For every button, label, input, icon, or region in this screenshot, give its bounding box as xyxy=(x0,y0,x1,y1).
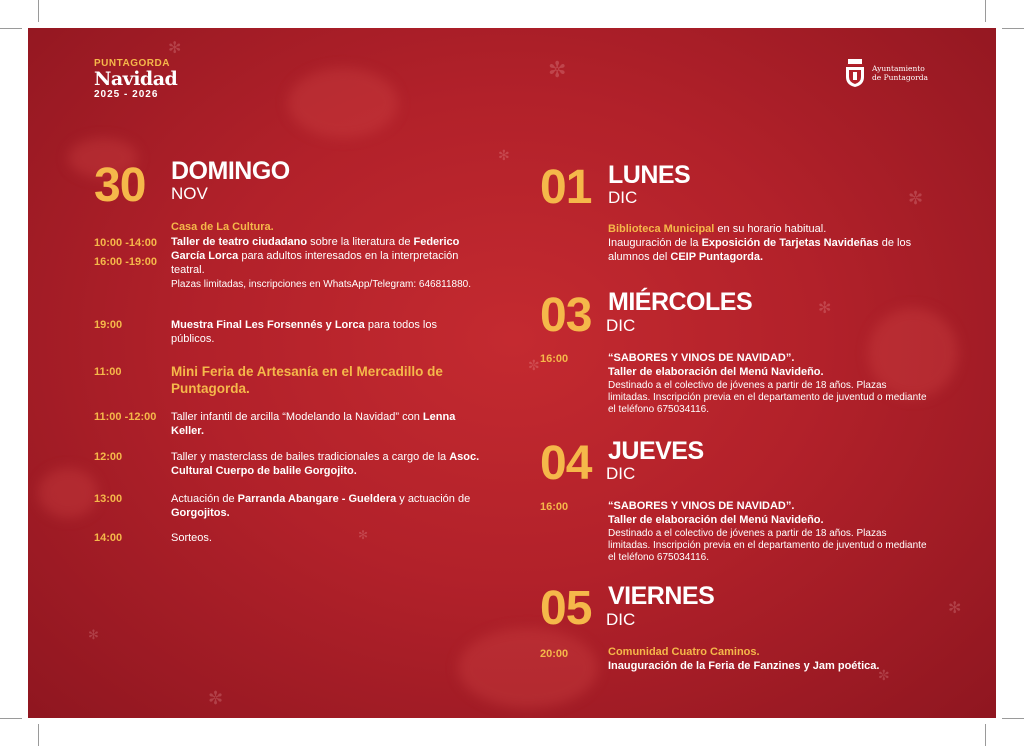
snowflake-icon: ✻ xyxy=(358,528,369,542)
event-time: 11:00 -12:00 xyxy=(94,411,157,423)
snowflake-icon: ✼ xyxy=(548,58,567,83)
snowflake-icon: ✻ xyxy=(948,598,962,617)
event-description: Taller y masterclass de bailes tradicionales a cargo de la Asoc. Cultural Cuerpo de balile Gorgojito. xyxy=(171,451,480,477)
coat-of-arms-icon xyxy=(844,58,866,88)
bg-bokeh xyxy=(288,68,398,138)
crop-mark xyxy=(1002,718,1024,719)
logo-line-1: Ayuntamiento xyxy=(872,64,925,73)
crop-mark xyxy=(0,28,22,29)
month-label: DIC xyxy=(606,610,636,629)
day-name: DOMINGO xyxy=(171,157,290,185)
bg-bokeh xyxy=(38,468,98,518)
event-venue: Casa de La Cultura. xyxy=(171,221,274,233)
day-number: 05 xyxy=(540,582,592,635)
snowflake-icon: ✻ xyxy=(168,38,182,57)
event-description: Sorteos. xyxy=(171,532,212,544)
event-time: 14:00 xyxy=(94,532,123,544)
event-note: Plazas limitadas, inscripciones en WhatsApp/Telegram: 646811880. xyxy=(171,279,471,290)
event-time: 19:00 xyxy=(94,319,123,331)
crop-mark xyxy=(985,0,986,22)
event-description: “SABORES Y VINOS DE NAVIDAD”. Taller de elaboración del Menú Navideño. xyxy=(608,352,824,378)
event-note: Destinado a el colectivo de jóvenes a partir de 18 años. Plazas limitadas. Inscripción previa en el departamento de juventud o mediante el teléfono 675034116. xyxy=(608,380,927,415)
event-description: Comunidad Cuatro Caminos. Inauguración de la Feria de Fanzines y Jam poética. xyxy=(608,646,880,672)
snowflake-icon: ✼ xyxy=(528,358,540,374)
crop-mark xyxy=(1002,28,1024,29)
snowflake-icon: ✻ xyxy=(498,148,510,164)
event-time: 20:00 xyxy=(540,648,569,660)
event-time: 16:00 xyxy=(540,353,569,365)
crop-mark xyxy=(38,0,39,22)
brand-title: Navidad xyxy=(94,68,178,90)
month-label: DIC xyxy=(608,188,638,207)
municipality-logo xyxy=(844,58,928,88)
brand-town: PUNTAGORDA xyxy=(94,58,170,69)
crop-mark xyxy=(985,724,986,746)
event-time: 16:00 -19:00 xyxy=(94,256,157,268)
day-name: LUNES xyxy=(608,161,691,189)
snowflake-icon: ✼ xyxy=(908,188,924,209)
crop-mark xyxy=(38,724,39,746)
event-time: 10:00 -14:00 xyxy=(94,237,157,249)
brand-year: 2025 - 2026 xyxy=(94,89,159,100)
event-description: “SABORES Y VINOS DE NAVIDAD”. Taller de elaboración del Menú Navideño. xyxy=(608,500,824,526)
flyer-sheet xyxy=(28,28,996,718)
snowflake-icon: ✻ xyxy=(818,298,832,317)
event-description: Actuación de Parranda Abangare - Gueldera y actuación de Gorgojitos. xyxy=(171,493,471,519)
month-label: NOV xyxy=(171,184,208,203)
day-name: VIERNES xyxy=(608,582,715,610)
event-description: Muestra Final Les Forsennés y Lorca para todos los públicos. xyxy=(171,319,437,345)
event-time: 13:00 xyxy=(94,493,123,505)
day-number: 03 xyxy=(540,289,592,342)
snowflake-icon: ✻ xyxy=(88,628,99,643)
day-number: 30 xyxy=(94,159,146,212)
event-time: 16:00 xyxy=(540,501,569,513)
day-number: 04 xyxy=(540,437,592,490)
event-description: Taller infantil de arcilla “Modelando la Navidad” con Lenna Keller. xyxy=(171,411,456,437)
brand-logo xyxy=(94,58,177,100)
month-label: DIC xyxy=(606,464,636,483)
bg-bokeh xyxy=(458,628,598,708)
month-label: DIC xyxy=(606,316,636,335)
day-name: JUEVES xyxy=(608,437,704,465)
event-time: 11:00 xyxy=(94,366,122,378)
event-description: Biblioteca Municipal en su horario habitual. Inauguración de la Exposición de Tarjetas Navideñas de los alumnos del CEIP Puntagorda. xyxy=(608,223,912,263)
snowflake-icon: ✼ xyxy=(208,688,224,709)
crop-mark xyxy=(0,718,22,719)
event-highlight: Mini Feria de Artesanía en el Mercadillo de Puntagorda. xyxy=(171,364,443,396)
day-number: 01 xyxy=(540,161,592,214)
logo-line-2: de Puntagorda xyxy=(872,73,928,82)
snowflake-icon: ✼ xyxy=(878,668,890,684)
day-name: MIÉRCOLES xyxy=(608,288,753,316)
event-time: 12:00 xyxy=(94,451,123,463)
event-description: Taller de teatro ciudadano sobre la literatura de Federico García Lorca para adultos interesados en la interpretación teatral. xyxy=(171,236,460,276)
event-note: Destinado a el colectivo de jóvenes a partir de 18 años. Plazas limitadas. Inscripción previa en el departamento de juventud o mediante el teléfono 675034116. xyxy=(608,528,927,563)
